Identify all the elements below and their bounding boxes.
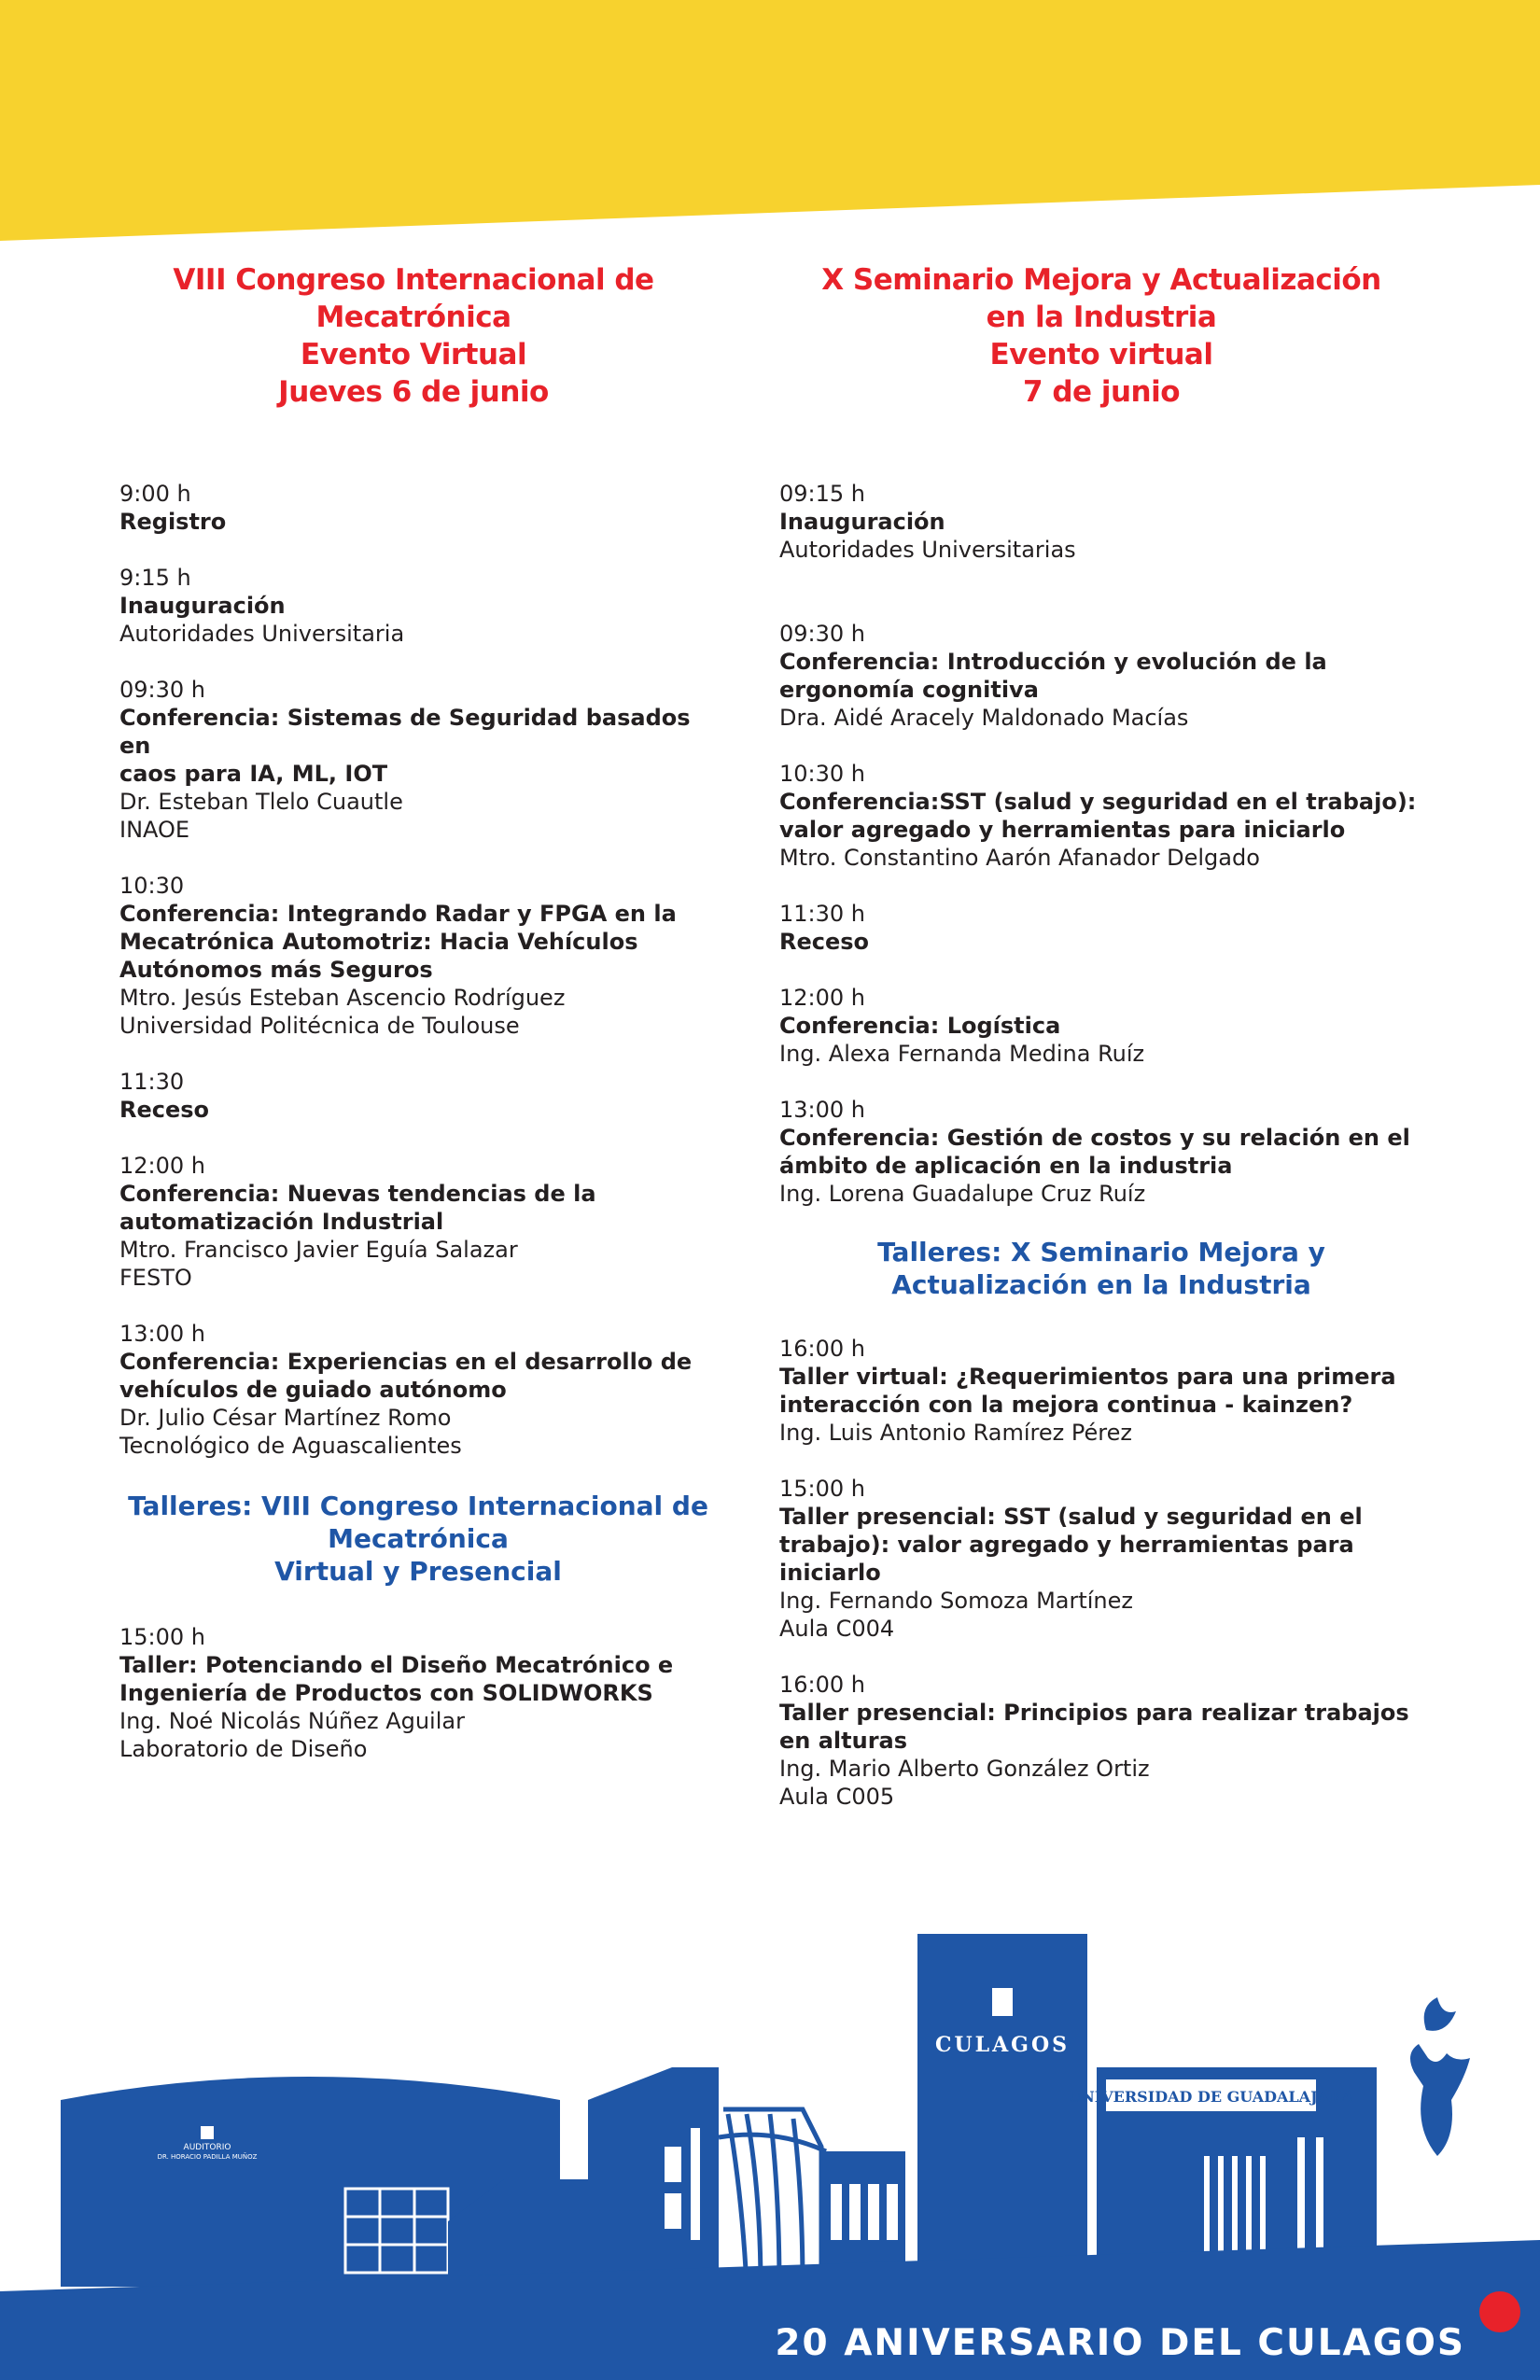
item-time: 10:30 h	[779, 761, 866, 787]
item-title: Conferencia: Nuevas tendencias de la	[119, 1181, 596, 1207]
item-detail: Ing. Fernando Somoza Martínez	[779, 1588, 1134, 1614]
item-title: ergonomía cognitiva	[779, 677, 1039, 703]
right-column	[779, 261, 1423, 1811]
item-title: trabajo): valor agregado y herramientas para	[779, 1532, 1354, 1558]
item-title: Conferencia: Experiencias en el desarrollo de	[119, 1349, 693, 1375]
item-detail: Ing. Alexa Fernanda Medina Ruíz	[779, 1041, 1145, 1067]
item-detail: Ing. Luis Antonio Ramírez Pérez	[779, 1420, 1132, 1446]
right-event-title	[779, 261, 1423, 411]
title-line: X Seminario Mejora y Actualización	[821, 263, 1381, 297]
item-time: 16:00 h	[779, 1336, 866, 1362]
item-time: 09:30 h	[779, 621, 866, 647]
talleres-line: Talleres: VIII Congreso Internacional de	[128, 1491, 708, 1521]
item-detail: Autoridades Universitarias	[779, 537, 1076, 563]
item-title: Ingeniería de Productos con SOLIDWORKS	[119, 1680, 653, 1706]
right-talleres-heading	[779, 1236, 1423, 1301]
item-time: 13:00 h	[119, 1321, 206, 1347]
item-detail: INAOE	[119, 817, 190, 843]
item-title: valor agregado y herramientas para iniciarlo	[779, 817, 1346, 843]
item-time: 12:00 h	[119, 1153, 206, 1179]
item-detail: Tecnológico de Aguascalientes	[119, 1433, 462, 1459]
schedule-item	[119, 676, 717, 844]
item-detail: Aula C005	[779, 1784, 895, 1810]
item-title: Receso	[119, 1097, 210, 1123]
workshop-item	[779, 1475, 1423, 1643]
item-title: Conferencia: Integrando Radar y FPGA en la	[119, 901, 677, 927]
arched-structure	[719, 2109, 826, 2287]
item-title: Mecatrónica Automotriz: Hacia Vehículos	[119, 929, 638, 955]
item-time: 12:00 h	[779, 985, 866, 1011]
item-title: en alturas	[779, 1728, 908, 1754]
talleres-line: Mecatrónica	[328, 1523, 509, 1554]
workshop-item	[779, 1335, 1423, 1447]
item-title: interacción con la mejora continua - kainzen?	[779, 1392, 1353, 1418]
item-title: Taller presencial: SST (salud y seguridad en el	[779, 1504, 1363, 1530]
schedule-item	[119, 1152, 717, 1292]
item-detail: Dr. Julio César Martínez Romo	[119, 1405, 452, 1431]
title-line: VIII Congreso Internacional de	[173, 263, 654, 297]
item-detail: Dr. Esteban Tlelo Cuautle	[119, 789, 403, 815]
left-column	[119, 261, 717, 1763]
left-event-title	[110, 261, 717, 411]
item-title: Receso	[779, 929, 870, 955]
auditorium-emblem	[201, 2126, 214, 2139]
item-title: Taller virtual: ¿Requerimientos para una primera	[779, 1364, 1396, 1390]
item-time: 9:00 h	[119, 481, 191, 507]
schedule-item	[119, 564, 717, 648]
item-title: vehículos de guiado autónomo	[119, 1377, 507, 1403]
schedule-item	[119, 1068, 717, 1124]
top-yellow-band	[0, 0, 1540, 243]
title-line: en la Industria	[986, 301, 1217, 334]
item-detail: Autoridades Universitaria	[119, 621, 405, 647]
item-title: Registro	[119, 509, 227, 535]
item-title: Taller presencial: Principios para realizar trabajos	[779, 1700, 1409, 1726]
item-time: 09:30 h	[119, 677, 206, 703]
schedule-item	[119, 872, 717, 1040]
sculpture-icon	[1410, 1997, 1470, 2156]
footer-anniversary-text: 20 ANIVERSARIO DEL CULAGOS	[775, 2322, 1465, 2364]
university-emblem-icon	[992, 1988, 1013, 2016]
item-detail: Laboratorio de Diseño	[119, 1736, 368, 1762]
title-line: Evento virtual	[989, 338, 1213, 371]
item-detail: Mtro. Jesús Esteban Ascencio Rodríguez	[119, 985, 566, 1011]
item-detail: Ing. Lorena Guadalupe Cruz Ruíz	[779, 1181, 1146, 1207]
item-title: Taller: Potenciando el Diseño Mecatrónico e	[119, 1652, 674, 1678]
title-line: Mecatrónica	[315, 301, 511, 334]
left-schedule	[119, 480, 717, 1763]
sign-label: UNIVERSIDAD DE GUADALAJARA	[1068, 2088, 1353, 2106]
item-time: 11:30 h	[779, 901, 866, 927]
culagos-tower	[917, 1934, 1087, 2287]
schedule-item	[779, 900, 1423, 956]
item-time: 15:00 h	[779, 1476, 866, 1502]
item-detail: Aula C004	[779, 1616, 895, 1642]
talleres-line: Virtual y Presencial	[274, 1556, 562, 1587]
item-time: 09:15 h	[779, 481, 866, 507]
item-title: caos para IA, ML, IOT	[119, 761, 388, 787]
talleres-line: Actualización en la Industria	[891, 1269, 1311, 1300]
anniversary-dot	[1479, 2291, 1520, 2332]
schedule-item	[779, 1096, 1423, 1208]
item-detail: Universidad Politécnica de Toulouse	[119, 1013, 520, 1039]
schedule-item	[779, 620, 1423, 732]
item-title: Conferencia: Introducción y evolución de la	[779, 649, 1327, 675]
item-title: iniciarlo	[779, 1560, 881, 1586]
left-talleres-heading	[119, 1490, 717, 1588]
campus-skyline-illustration	[0, 1913, 1540, 2380]
workshop-item	[119, 1623, 717, 1763]
schedule-item	[119, 480, 717, 536]
item-time: 13:00 h	[779, 1097, 866, 1123]
title-line: Jueves 6 de junio	[278, 375, 549, 409]
right-schedule	[779, 480, 1423, 1811]
schedule-item	[119, 1320, 717, 1460]
tower-label: CULAGOS	[934, 2033, 1071, 2057]
item-time: 11:30	[119, 1069, 185, 1095]
item-title: Autónomos más Seguros	[119, 957, 433, 983]
item-title: Conferencia: Gestión de costos y su relación en el	[779, 1125, 1410, 1151]
item-detail: Ing. Mario Alberto González Ortiz	[779, 1756, 1150, 1782]
item-time: 9:15 h	[119, 565, 191, 591]
item-detail: Mtro. Constantino Aarón Afanador Delgado	[779, 845, 1260, 871]
talleres-line: Talleres: X Seminario Mejora y	[877, 1237, 1325, 1267]
item-time: 16:00 h	[779, 1672, 866, 1698]
schedule-item	[779, 984, 1423, 1068]
item-detail: Mtro. Francisco Javier Eguía Salazar	[119, 1237, 518, 1263]
title-line: Evento Virtual	[300, 338, 527, 371]
item-detail: Dra. Aidé Aracely Maldonado Macías	[779, 705, 1189, 731]
workshop-item	[779, 1671, 1423, 1811]
item-title: Inauguración	[119, 593, 286, 619]
item-title: Conferencia: Logística	[779, 1013, 1061, 1039]
schedule-item	[779, 760, 1423, 872]
schedule-item	[779, 480, 1423, 564]
item-detail: FESTO	[119, 1265, 192, 1291]
item-time: 15:00 h	[119, 1624, 206, 1650]
auditorium-label: AUDITORIO	[183, 2143, 231, 2152]
item-title: Conferencia:SST (salud y seguridad en el trabajo):	[779, 789, 1417, 815]
auditorium-label: DR. HORACIO PADILLA MUÑOZ	[157, 2153, 258, 2161]
title-line: 7 de junio	[1022, 375, 1181, 409]
item-time: 10:30	[119, 873, 185, 899]
item-title: Inauguración	[779, 509, 945, 535]
item-title: Conferencia: Sistemas de Seguridad basados en	[119, 705, 691, 759]
item-detail: Ing. Noé Nicolás Núñez Aguilar	[119, 1708, 465, 1734]
item-title: automatización Industrial	[119, 1209, 444, 1235]
item-title: ámbito de aplicación en la industria	[779, 1153, 1233, 1179]
